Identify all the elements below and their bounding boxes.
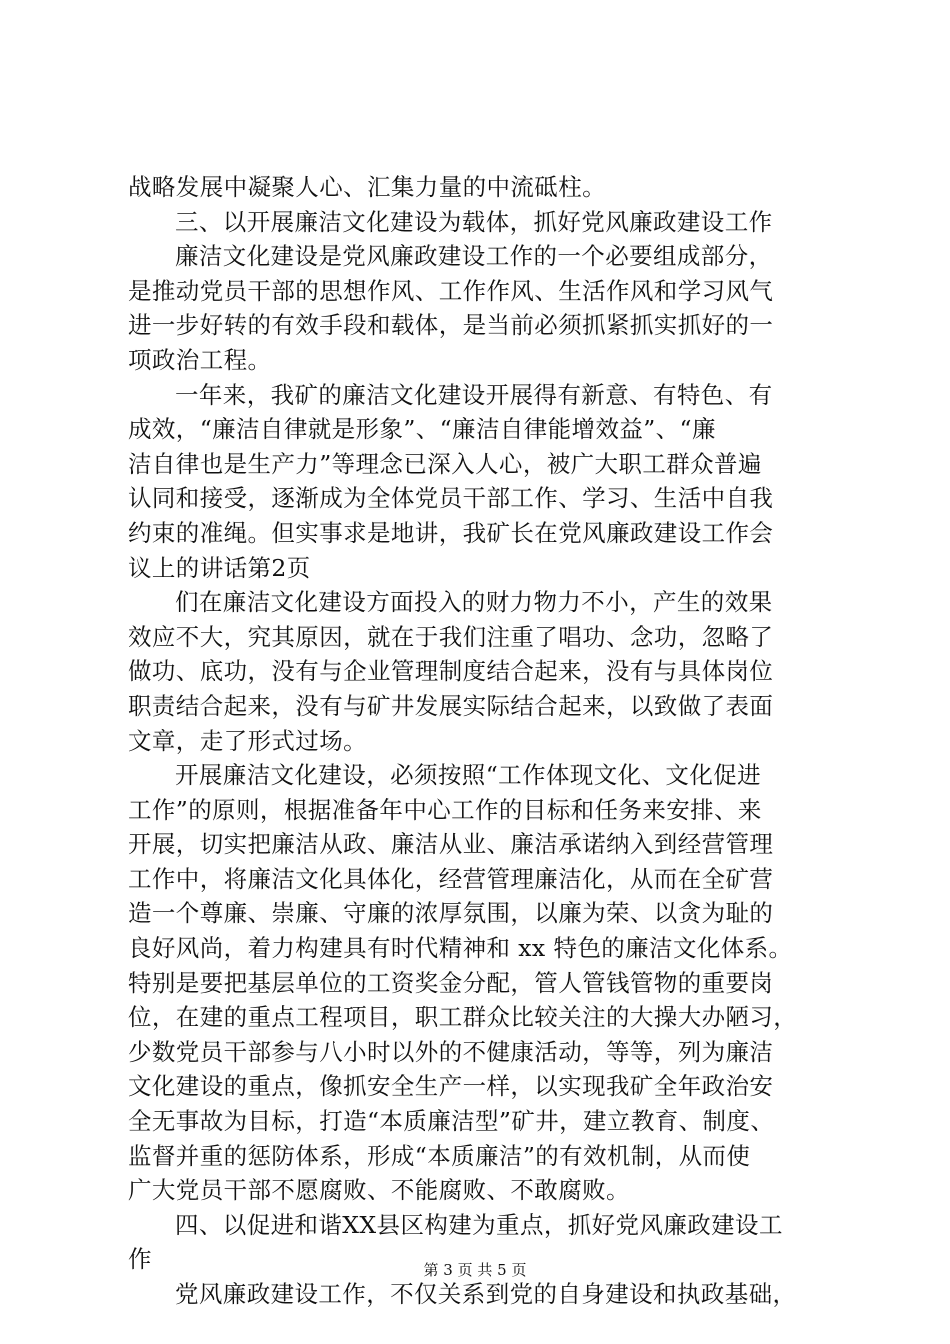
text-line: 开展，切实把廉洁从政、廉洁从业、廉洁承诺纳入到经营管理: [128, 830, 774, 859]
text-line: 工作中，将廉洁文化具体化，经营管理廉洁化，从而在全矿营: [128, 864, 774, 893]
text-line: 约束的准绳。但实事求是地讲，我矿长在党风廉政建设工作会: [128, 518, 774, 547]
text-line: 进一步好转的有效手段和载体，是当前必须抓紧抓实抓好的一: [128, 311, 774, 340]
text-line: 做功、底功，没有与企业管理制度结合起来，没有与具体岗位: [128, 657, 774, 686]
text-line: 造一个尊廉、崇廉、守廉的浓厚氛围，以廉为荣、以贪为耻的: [128, 899, 774, 928]
text-line: 党风廉政建设工作，不仅关系到党的自身建设和执政基础，: [175, 1280, 797, 1308]
text-line: 少数党员干部参与八小时以外的不健康活动，等等，列为廉洁: [128, 1037, 774, 1066]
document-body: [128, 170, 838, 1312]
text-line: 全无事故为目标，打造“本质廉洁型”矿井，建立教育、制度、: [128, 1107, 775, 1136]
section-heading: 三、以开展廉洁文化建设为载体，抓好党风廉政建设工作: [175, 207, 773, 236]
text-line: 成效，“廉洁自律就是形象”、“廉洁自律能增效益”、“廉: [128, 415, 716, 444]
text-line: 效应不大，究其原因，就在于我们注重了唱功、念功，忽略了: [128, 622, 774, 651]
text-line: 工作”的原则，根据准备年中心工作的目标和任务来安排、来: [128, 795, 762, 824]
text-line: 是推动党员干部的思想作风、工作作风、生活作风和学习风气: [128, 276, 774, 305]
text-line: 作: [128, 1245, 152, 1274]
text-line: 一年来，我矿的廉洁文化建设开展得有新意、有特色、有: [175, 380, 773, 409]
text-line: 战略发展中凝聚人心、汇集力量的中流砥柱。: [128, 173, 606, 201]
text-line: 广大党员干部不愿腐败、不能腐败、不敢腐败。: [128, 1176, 630, 1205]
text-line: 监督并重的惩防体系，形成“本质廉洁”的有效机制，从而使: [128, 1141, 751, 1170]
text-line: 位，在建的重点工程项目，职工群众比较关注的大操大办陋习，: [128, 1003, 798, 1032]
text-line: 廉洁文化建设是党风廉政建设工作的一个必要组成部分，: [175, 242, 773, 271]
text-line: 洁自律也是生产力”等理念已深入人心，被广大职工群众普遍: [128, 449, 762, 478]
text-line: 特别是要把基层单位的工资奖金分配，管人管钱管物的重要岗: [128, 968, 774, 997]
text-line: 认同和接受，逐渐成为全体党员干部工作、学习、生活中自我: [128, 484, 774, 513]
text-line: 文章，走了形式过场。: [128, 726, 367, 755]
text-line: 文化建设的重点，像抓安全生产一样，以实现我矿全年政治安: [128, 1072, 774, 1101]
text-line: 项政治工程。: [128, 345, 272, 374]
text-line: 们在廉洁文化建设方面投入的财力物力不小，产生的效果: [175, 588, 773, 617]
text-line: 议上的讲话第2页: [128, 553, 311, 582]
text-line: 良好风尚，着力构建具有时代精神和 xx 特色的廉洁文化体系。: [128, 934, 793, 963]
section-heading: 四、以促进和谐XX县区构建为重点，抓好党风廉政建设工: [175, 1210, 783, 1239]
text-line: 职责结合起来，没有与矿井发展实际结合起来，以致做了表面: [128, 691, 774, 720]
page-number-footer: 第 3 页 共 5 页: [423, 1261, 527, 1279]
text-line: 开展廉洁文化建设，必须按照“工作体现文化、文化促进: [175, 761, 762, 790]
